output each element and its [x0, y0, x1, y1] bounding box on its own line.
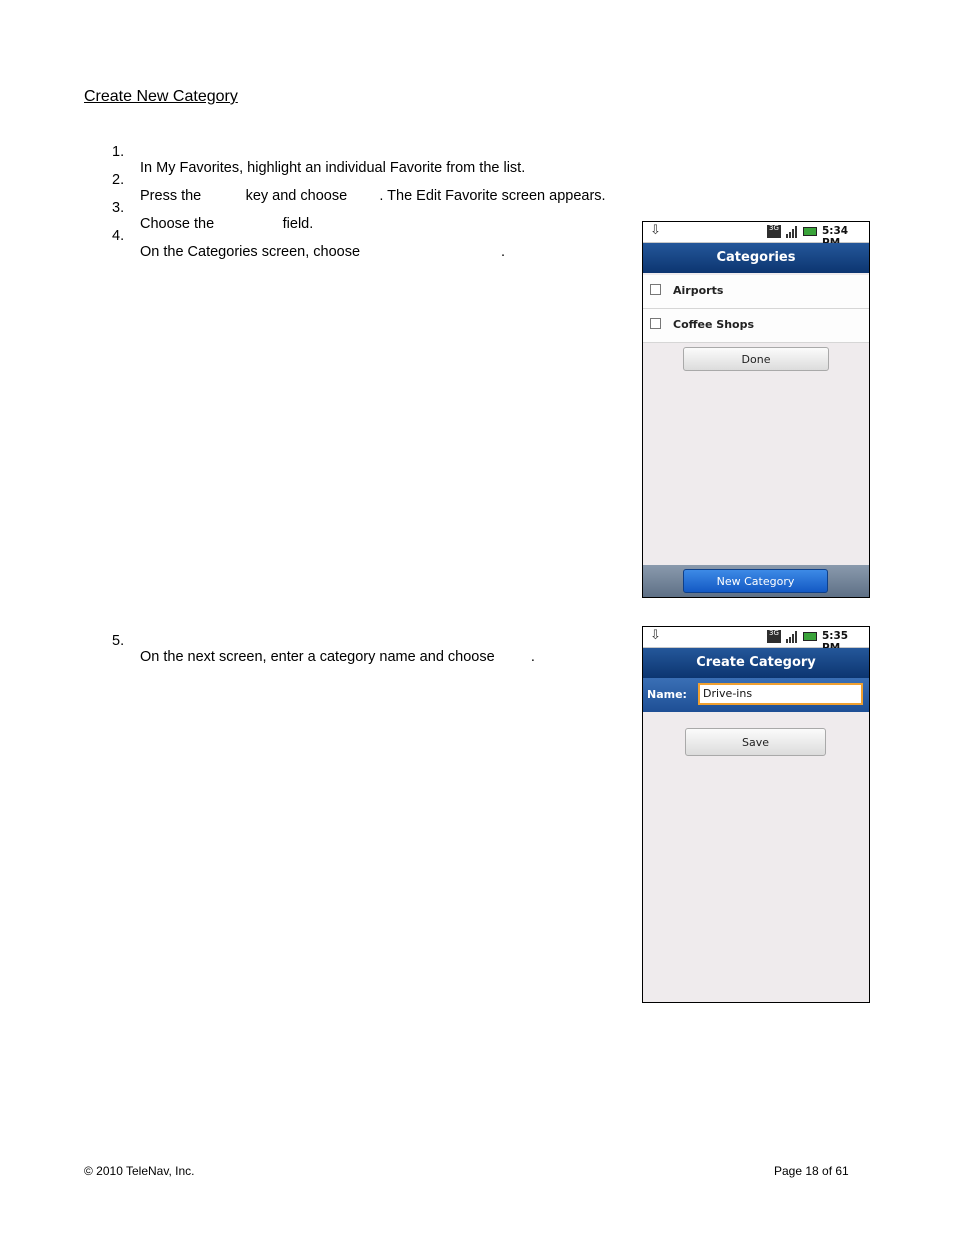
status-bar	[643, 627, 869, 648]
step-number: 2.	[112, 172, 125, 188]
category-item[interactable]	[643, 309, 869, 343]
3g-icon: 3G	[767, 630, 781, 643]
battery-icon	[803, 632, 817, 641]
download-icon: ⇩	[650, 628, 661, 643]
checkbox[interactable]	[650, 284, 661, 295]
category-label: Airports	[673, 284, 724, 297]
step-number: 3.	[112, 200, 125, 216]
step-number: 4.	[112, 228, 125, 244]
step-number: 1.	[112, 144, 125, 160]
screen-title: Categories	[643, 243, 869, 273]
status-bar	[643, 222, 869, 243]
3g-icon: 3G	[767, 225, 781, 238]
step-5	[112, 617, 535, 665]
step-text: On the Categories screen, choose .	[140, 244, 506, 260]
category-item[interactable]	[643, 275, 869, 309]
checkbox[interactable]	[650, 318, 661, 329]
step-number: 5.	[112, 633, 125, 649]
save-button[interactable]: Save	[685, 728, 826, 756]
categories-screenshot	[642, 221, 870, 598]
signal-icon	[785, 630, 799, 643]
footer-page-number: Page 18 of 61	[774, 1164, 849, 1178]
signal-icon	[785, 225, 799, 238]
step-text: Choose the field.	[140, 216, 314, 232]
step-text: Press the key and choose . The Edit Favorite screen appears.	[140, 188, 606, 204]
status-clock: 5:35	[822, 630, 849, 642]
step-text: In My Favorites, highlight an individual Favorite from the list.	[140, 160, 526, 176]
category-label: Coffee Shops	[673, 318, 755, 331]
download-icon: ⇩	[650, 223, 661, 238]
footer-copyright: © 2010 TeleNav, Inc.	[84, 1164, 195, 1178]
bottom-bar	[643, 565, 869, 597]
new-category-button[interactable]: New Category	[683, 569, 828, 593]
create-category-screenshot	[642, 626, 870, 1003]
battery-icon	[803, 227, 817, 236]
name-row	[643, 678, 869, 712]
done-button[interactable]: Done	[683, 347, 829, 371]
name-label: Name:	[647, 688, 687, 701]
section-heading: Create New Category	[84, 88, 238, 105]
name-input[interactable]: Drive-ins	[698, 683, 863, 705]
step-text: On the next screen, enter a category name and choose .	[140, 649, 535, 665]
screen-title: Create Category	[643, 648, 869, 678]
status-clock: 5:34	[822, 225, 849, 237]
